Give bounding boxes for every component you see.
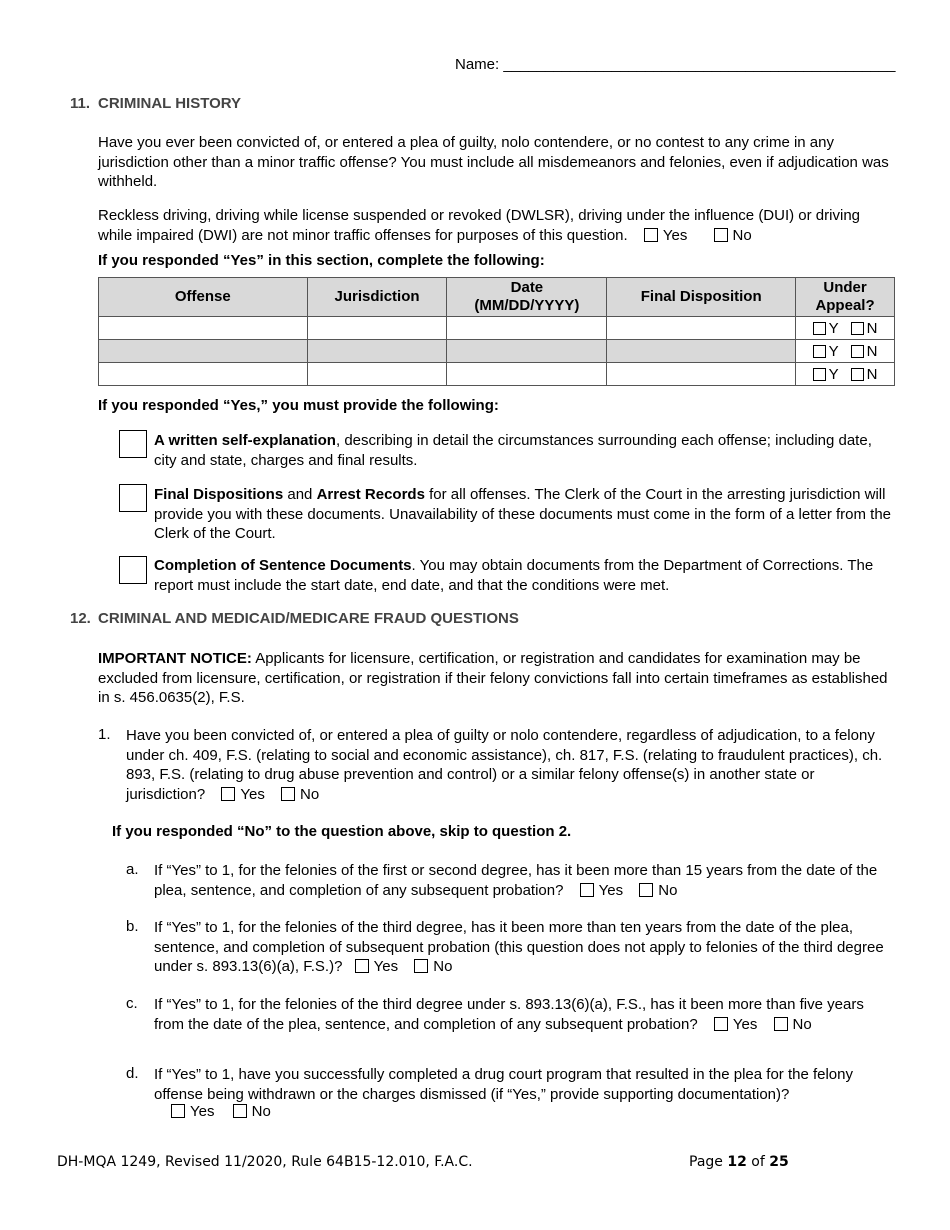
checkbox[interactable]	[233, 1104, 247, 1118]
offense-cell[interactable]	[99, 317, 308, 340]
self-explanation-checkbox[interactable]	[119, 430, 147, 458]
yes-label: Yes	[662, 226, 688, 244]
item-title-2: Arrest Records	[316, 486, 425, 503]
section-12-number: 12.	[70, 610, 91, 627]
date-header: Date	[510, 279, 544, 296]
q1-no-option[interactable]	[281, 786, 319, 803]
n-label: N	[866, 365, 878, 383]
col-final-disposition: Final Disposition	[607, 278, 796, 317]
appeal-cell	[796, 340, 895, 363]
name-field[interactable]	[455, 56, 895, 73]
disposition-cell[interactable]	[607, 317, 796, 340]
page-current: 12	[727, 1154, 747, 1170]
jurisdiction-cell[interactable]	[307, 363, 447, 386]
under-label: Under	[823, 279, 867, 296]
yes-label: Yes	[732, 1015, 758, 1033]
criminal-history-table	[98, 277, 895, 386]
appeal-cell	[796, 363, 895, 386]
col-jurisdiction: Jurisdiction	[307, 278, 447, 317]
yes-label: Yes	[240, 785, 265, 803]
item-title: A written self-explanation	[154, 432, 336, 449]
col-under-appeal	[796, 278, 895, 317]
item-text: . You may obtain documents from the Department of Corrections. The report must include the start date, end date, and that the conditions were met.	[154, 557, 874, 594]
sub-d-options	[171, 1103, 271, 1120]
y-label: Y	[828, 365, 839, 383]
question-1-number: 1.	[98, 726, 111, 743]
col-offense: Offense	[99, 278, 308, 317]
item-conjunction: and	[283, 486, 317, 503]
sub-d-no-option[interactable]	[233, 1103, 271, 1120]
dispositions-checkbox[interactable]	[119, 484, 147, 512]
appeal-label: Appeal?	[815, 297, 875, 314]
self-explanation-item	[154, 431, 894, 470]
provide-following-heading: If you responded “Yes,” you must provide the following:	[98, 397, 499, 414]
checkbox[interactable]	[355, 959, 369, 973]
sub-c-no-option[interactable]	[774, 1016, 812, 1033]
item-text: , describing in detail the circumstances surrounding each offense; including date, city and state, charges and final results.	[154, 432, 872, 469]
sub-a-yes-option[interactable]	[580, 882, 623, 899]
important-notice	[98, 649, 898, 708]
section-11-number: 11.	[70, 95, 91, 112]
table-header-row	[99, 278, 895, 317]
sub-b-yes-option[interactable]	[355, 958, 398, 975]
disposition-cell[interactable]	[607, 340, 796, 363]
appeal-y-checkbox[interactable]	[813, 368, 826, 381]
sub-b-letter: b.	[126, 918, 139, 935]
checkbox[interactable]	[414, 959, 428, 973]
table-row	[99, 363, 895, 386]
form-id: DH-MQA 1249, Revised 11/2020, Rule 64B15-12.010, F.A.C.	[57, 1154, 473, 1170]
question-1	[126, 726, 896, 804]
no-label: No	[300, 785, 320, 803]
sentence-documents-item	[154, 556, 894, 595]
appeal-cell	[796, 317, 895, 340]
y-label: Y	[828, 319, 839, 337]
page-word: Page	[689, 1154, 723, 1170]
checkbox[interactable]	[580, 883, 594, 897]
criminal-history-question: Have you ever been convicted of, or entered a plea of guilty, nolo contendere, or no contest to any crime in any jurisdiction other than a minor traffic offense? You must include all misdemeanors and felonies, even if adjudication was withheld.	[98, 134, 889, 190]
appeal-n-checkbox[interactable]	[851, 322, 864, 335]
date-cell[interactable]	[447, 340, 607, 363]
appeal-y-checkbox[interactable]	[813, 345, 826, 358]
item-text: for all offenses. The Clerk of the Court in the arresting jurisdiction will provide you with these documents. Unavailability of these documents must come in the form of a letter from the Clerk of the Court.	[154, 486, 892, 542]
offense-cell[interactable]	[99, 340, 308, 363]
checkbox[interactable]	[639, 883, 653, 897]
sub-question-b	[154, 918, 894, 977]
page-total: 25	[769, 1154, 789, 1170]
jurisdiction-cell[interactable]	[307, 340, 447, 363]
table-row	[99, 317, 895, 340]
sub-b-no-option[interactable]	[414, 958, 452, 975]
yes-label: Yes	[190, 1103, 215, 1120]
checkbox[interactable]	[714, 1017, 728, 1031]
name-line[interactable]: _______________________________________________	[503, 56, 896, 73]
sub-a-text: If “Yes” to 1, for the felonies of the first or second degree, has it been more than 15 years from the date of the plea, sentence, and completion of any subsequent probation?	[154, 862, 878, 899]
sub-d-yes-option[interactable]	[171, 1103, 214, 1120]
section-11-title: CRIMINAL HISTORY	[98, 95, 242, 112]
date-cell[interactable]	[447, 317, 607, 340]
reckless-driving-question	[98, 206, 898, 245]
reckless-yes-option[interactable]	[644, 227, 687, 244]
jurisdiction-cell[interactable]	[307, 317, 447, 340]
section-12-title: CRIMINAL AND MEDICAID/MEDICARE FRAUD QUESTIONS	[98, 610, 519, 627]
of-word: of	[751, 1154, 765, 1170]
checkbox[interactable]	[221, 787, 235, 801]
yes-label: Yes	[373, 958, 399, 975]
page-number	[689, 1154, 789, 1170]
disposition-cell[interactable]	[607, 363, 796, 386]
offense-cell[interactable]	[99, 363, 308, 386]
skip-instruction: If you responded “No” to the question above, skip to question 2.	[112, 823, 572, 840]
date-format: (MM/DD/YYYY)	[474, 297, 580, 314]
no-label: No	[658, 881, 678, 899]
item-title: Completion of Sentence Documents	[154, 557, 412, 574]
checkbox[interactable]	[644, 228, 658, 242]
table-row	[99, 340, 895, 363]
col-date	[447, 278, 607, 317]
date-cell[interactable]	[447, 363, 607, 386]
name-label: Name:	[455, 56, 500, 73]
sentence-documents-checkbox[interactable]	[119, 556, 147, 584]
question-1-text: Have you been convicted of, or entered a plea of guilty or nolo contendere, regardless of adjudication, to a felony under ch. 409, F.S. (relating to social and economic assistance), ch. 817, F.S. (relating to fraudulent practices), ch. 893, F.S. (relating to drug abuse prevention and control) or a similar felony offense(s) in another state or jurisdiction?	[126, 727, 883, 803]
sub-b-text: If “Yes” to 1, for the felonies of the third degree, has it been more than ten years from the date of the plea, sentence, and completion of subsequent probation (this question does not apply to felonies of the third degree under s. 893.13(6)(a), F.S.)?	[154, 919, 884, 975]
checkbox[interactable]	[774, 1017, 788, 1031]
notice-text: Applicants for licensure, certification, or registration and candidates for examination may be excluded from licensure, certification, or registration if their felony convictions fall into certain timeframes as established in s. 456.0635(2), F.S.	[98, 650, 888, 706]
q1-yes-option[interactable]	[221, 786, 264, 803]
sub-c-letter: c.	[126, 995, 138, 1012]
no-label: No	[251, 1103, 271, 1120]
item-title: Final Dispositions	[154, 486, 284, 503]
sub-c-text: If “Yes” to 1, for the felonies of the third degree under s. 893.13(6)(a), F.S., has it been more than five years from the date of the plea, sentence, and completion of any subsequent probation?	[154, 996, 864, 1033]
yes-label: Yes	[598, 881, 624, 899]
sub-a-no-option[interactable]	[639, 882, 677, 899]
appeal-y-checkbox[interactable]	[813, 322, 826, 335]
notice-label: IMPORTANT NOTICE:	[98, 650, 252, 667]
sub-c-yes-option[interactable]	[714, 1016, 757, 1033]
no-label: No	[732, 226, 752, 244]
checkbox[interactable]	[281, 787, 295, 801]
sub-a-letter: a.	[126, 861, 139, 878]
appeal-n-checkbox[interactable]	[851, 368, 864, 381]
checkbox[interactable]	[171, 1104, 185, 1118]
reckless-text: Reckless driving, driving while license suspended or revoked (DWLSR), driving under the influence (DUI) or driving while impaired (DWI) are not minor traffic offenses for purposes of this question.	[98, 207, 860, 244]
checkbox[interactable]	[714, 228, 728, 242]
complete-following-heading: If you responded “Yes” in this section, complete the following:	[98, 252, 545, 269]
appeal-n-checkbox[interactable]	[851, 345, 864, 358]
y-label: Y	[828, 342, 839, 360]
no-label: No	[433, 958, 453, 975]
sub-question-c	[154, 995, 894, 1034]
sub-question-d: If “Yes” to 1, have you successfully completed a drug court program that resulted in the plea for the felony offense being withdrawn or the charges dismissed (if “Yes,” provide supporting documentation)?	[154, 1066, 853, 1103]
reckless-no-option[interactable]	[714, 227, 752, 244]
n-label: N	[866, 342, 878, 360]
dispositions-item	[154, 485, 894, 544]
sub-d-letter: d.	[126, 1065, 139, 1082]
sub-question-a	[154, 861, 894, 900]
no-label: No	[792, 1015, 812, 1033]
n-label: N	[866, 319, 878, 337]
